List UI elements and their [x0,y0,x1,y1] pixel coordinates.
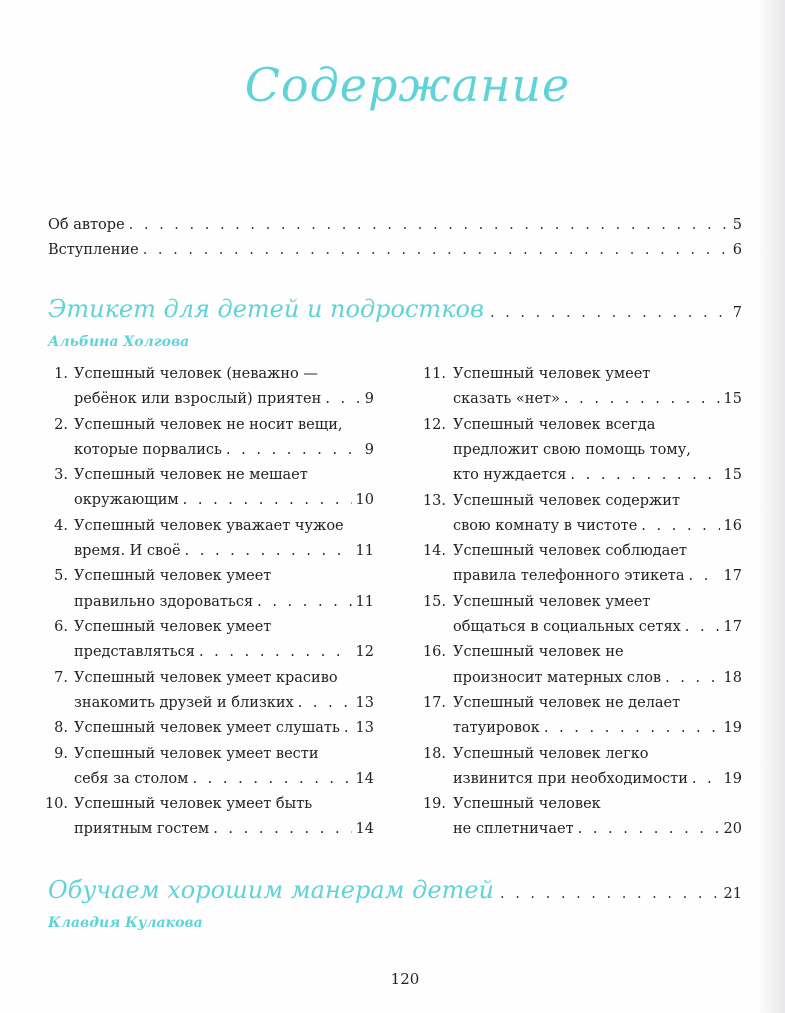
toc-item-text: не сплетничает [453,821,574,838]
leader-dots [578,817,720,842]
toc-item-text: татуировок [453,720,540,737]
leader-dots [665,666,719,691]
toc-item-text: знакомить друзей и близких [74,694,294,711]
toc-item-page: 11 [355,543,374,560]
toc-item-number: 3. [54,467,68,484]
toc-item-text: Успешный человек всегда [453,416,656,433]
toc-entry-label: Вступление [48,242,139,258]
leader-dots [213,817,351,842]
toc-item-number: 16. [422,644,446,661]
page-title: Содержание [244,58,571,112]
toc-item-page: 17 [723,568,742,585]
toc-item-page: 11 [355,593,374,610]
toc-item-page: 13 [355,720,374,737]
section-author: Клавдия Кулакова [48,915,203,931]
toc-item-number: 17. [422,694,446,711]
leader-dots [490,305,727,321]
toc-item-text: кто нуждается [453,467,567,484]
toc-item-number: 12. [422,416,446,433]
toc-item-number: 10. [44,796,68,813]
toc-item-text: Успешный человек умеет [74,619,272,635]
toc-entry-page: 5 [732,217,742,233]
toc-item-text: Успешный человек не мешает [74,467,308,484]
toc-item-text: свою комнату в чистоте [453,517,638,534]
page-edge-shadow [757,0,785,1013]
leader-dots [129,216,729,234]
toc-item-page: 20 [723,821,742,838]
toc-item-text: Успешный человек умеет [453,593,651,610]
leader-dots [192,767,351,792]
toc-item-text: приятным гостем [74,821,210,838]
leader-dots [257,590,351,615]
leader-dots [226,438,361,463]
toc-item-text: Успешный человек содержит [453,492,680,509]
toc-entry-about-author[interactable] [48,216,742,234]
leader-dots [641,514,719,539]
toc-item-page: 15 [723,467,742,484]
toc-item-text: правила телефонного этикета [453,568,685,585]
toc-item-number: 19. [422,796,446,813]
toc-entry-page: 6 [732,242,742,258]
toc-item-number: 4. [54,517,68,534]
toc-item-text: окружающим [74,492,179,509]
toc-item-page: 13 [355,694,374,711]
leader-dots [564,387,720,412]
toc-item-text: извинится при необходимости [453,770,688,787]
toc-item-page: 15 [723,391,742,408]
toc-item-text: предложит свою помощь тому, [453,441,691,458]
leader-dots [325,387,360,412]
toc-item-text: Успешный человек умеет [74,568,272,585]
toc-item-page: 18 [723,669,742,686]
section-page: 7 [732,305,742,321]
section-heading-etiquette[interactable] [48,295,742,323]
toc-item-number: 15. [422,593,446,610]
leader-dots [199,640,352,665]
toc-item-page: 14 [355,821,374,838]
leader-dots [185,539,352,564]
toc-entry-label: Об авторе [48,217,125,233]
toc-item-text: ребёнок или взрослый) приятен [74,391,322,408]
toc-item-text: Успешный человек не [453,644,624,661]
leader-dots [298,691,352,716]
page-number: 120 [390,970,420,988]
toc-item-number: 6. [54,619,68,635]
section-heading-manners[interactable] [48,876,742,904]
toc-item-text: себя за столом [74,770,189,787]
toc-item-number: 5. [54,568,68,585]
toc-item-text: общаться в социальных сетях [453,618,681,635]
toc-item-page: 14 [355,770,374,787]
section-page: 21 [723,886,742,902]
toc-item-page: 12 [355,644,374,661]
toc-item-page: 19 [723,770,742,787]
toc-item-page: 17 [723,618,742,635]
leader-dots [692,767,720,792]
section-title: Обучаем хорошим манерам детей [48,876,494,904]
toc-item-text: Успешный человек умеет [453,366,651,382]
toc-item-text: которые порвались [74,441,222,458]
toc-item-text: Успешный человек уважает чужое [74,517,344,534]
toc-item-text: Успешный человек умеет слушать [74,720,340,737]
toc-item-text: Успешный человек умеет вести [74,745,319,762]
toc-item-number: 14. [422,543,446,560]
toc-item-text: произносит матерных слов [453,669,662,686]
leader-dots [570,463,719,488]
toc-item-text: Успешный человек соблюдает [453,543,687,560]
section-author: Альбина Холгова [48,334,190,350]
toc-item-number: 18. [422,745,446,762]
toc-item-page: 16 [723,517,742,534]
toc-item-number: 7. [54,669,68,686]
toc-item-number: 1. [54,366,68,382]
section-title: Этикет для детей и подростков [48,295,484,323]
toc-item-page: 19 [723,720,742,737]
toc-item-number: 11. [422,366,446,382]
toc-item-number: 13. [422,492,446,509]
toc-item-text: сказать «нет» [453,391,560,408]
toc-item-text: Успешный человек не носит вещи, [74,416,343,433]
toc-item-text: Успешный человек [453,796,601,813]
toc-item-page: 9 [364,391,374,408]
leader-dots [500,886,718,902]
toc-item-text: Успешный человек умеет красиво [74,669,338,686]
leader-dots [685,615,720,640]
toc-item-page: 10 [355,492,374,509]
leader-dots [688,564,719,589]
leader-dots [544,716,720,741]
toc-item-text: Успешный человек умеет быть [74,796,313,813]
toc-item-text: Успешный человек легко [453,745,649,762]
toc-item-text: Успешный человек (неважно — [74,366,318,382]
toc-item-text: Успешный человек не делает [453,694,681,711]
leader-dots [344,716,352,741]
toc-item-page: 9 [364,441,374,458]
leader-dots [183,488,352,513]
toc-item-text: правильно здороваться [74,593,254,610]
toc-item-text: время. И своё [74,543,181,560]
toc-item-number: 8. [54,720,68,737]
toc-item-number: 9. [54,745,68,762]
toc-item-number: 2. [54,416,68,433]
toc-entry-introduction[interactable] [48,241,742,259]
toc-item-text: представляться [74,644,195,661]
leader-dots [143,241,729,259]
